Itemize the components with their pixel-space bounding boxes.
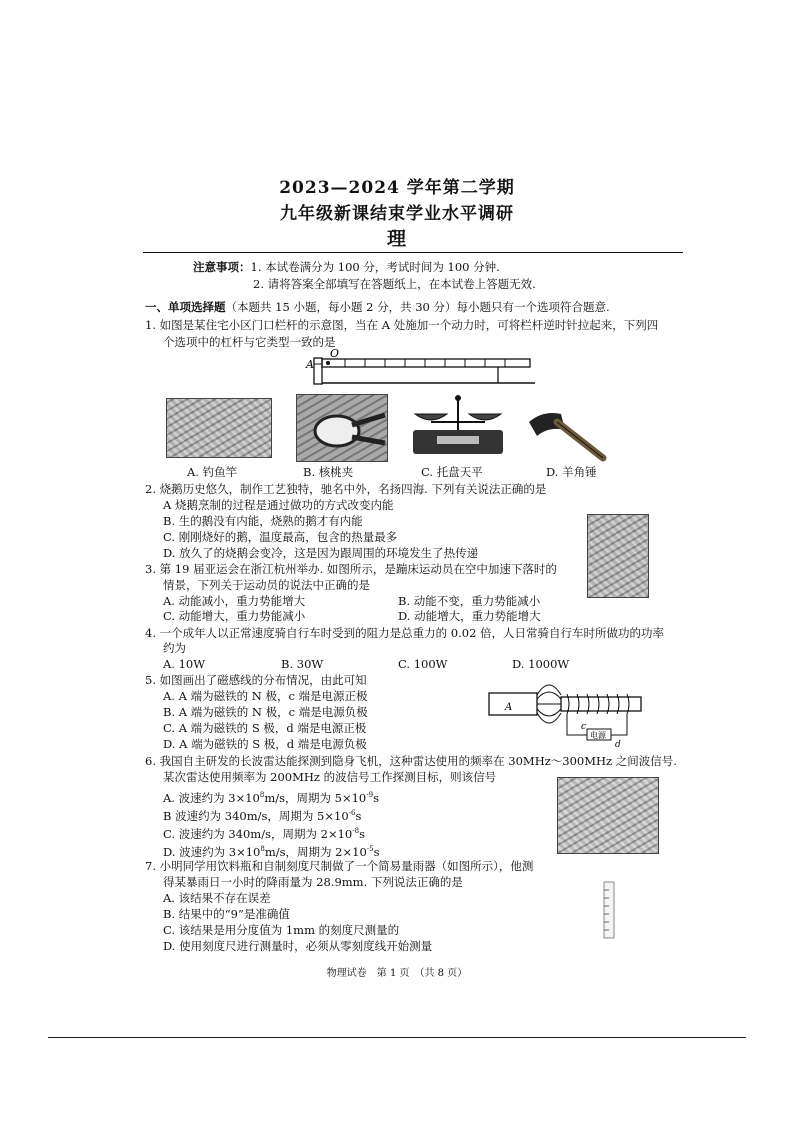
gate-barrier-figure	[300, 345, 545, 387]
q4-option-b: B. 30W	[281, 657, 324, 671]
magnetic-field-figure	[487, 677, 655, 747]
balance-scale-icon	[407, 392, 509, 458]
trampoline-athlete-photo	[587, 514, 649, 598]
q1-option-a: A. 钓鱼竿	[187, 465, 238, 479]
section-1-title: 一、单项选择题	[145, 300, 226, 314]
q3-option-d: D. 动能增大，重力势能增大	[398, 609, 541, 623]
q7-option-c: C. 该结果是用分度值为 1mm 的刻度尺测量的	[163, 923, 400, 937]
q7-option-a: A. 该结果不存在误差	[163, 891, 271, 905]
notes-item-2: 2. 请将答案全部填写在答题纸上，在本试卷上答题无效.	[253, 277, 536, 291]
nutcracker-photo	[296, 394, 388, 462]
q3-option-c: C. 动能增大，重力势能减小	[163, 609, 306, 623]
header-rule	[143, 252, 683, 253]
fig-label-a: A	[306, 358, 314, 371]
page-footer: 物理试卷 第 1 页 （共 8 页）	[326, 968, 468, 979]
notes-label: 注意事项：	[193, 260, 251, 274]
q4-option-d: D. 1000W	[512, 657, 570, 671]
fig-magnet-a: A	[505, 702, 513, 713]
q6-stem-line-2: 某次雷达使用频率为 200MHz 的波信号工作探测目标，则该信号	[163, 770, 497, 784]
q1-option-b: B. 核桃夹	[303, 465, 354, 479]
bottom-rule	[48, 1037, 746, 1038]
q2-option-b: B. 生的鹅没有内能，烧熟的鹅才有内能	[163, 514, 363, 528]
q2-stem: 2. 烧鹅历史悠久，制作工艺独特，驰名中外，名扬四海. 下列有关说法正确的是	[145, 482, 547, 496]
q1-stem-line-2: 个选项中的杠杆与它类型一致的是	[163, 335, 336, 349]
q1-option-c: C. 托盘天平	[421, 465, 483, 479]
section-1-desc: （本题共 15 小题，每小题 2 分，共 30 分）每小题只有一个选项符合题意.	[225, 300, 610, 314]
fishing-rod-photo	[166, 398, 272, 458]
q7-stem-line-2: 得某暴雨日一小时的降雨量为 28.9mm. 下列说法正确的是	[163, 875, 463, 889]
title-line-2: 九年级新课结束学业水平调研	[280, 204, 514, 224]
q1-stem-line-1: 1. 如图是某住宅小区门口栏杆的示意图，当在 A 处施加一个动力时，可将栏杆逆时针拉起来，下列四	[145, 318, 659, 332]
fig-terminal-c: c	[581, 722, 587, 732]
fig-label-o: O	[330, 347, 340, 360]
q6-option-d: D. 波速约为 $3\times 10^8m/s$，周期为 $2\times 10^{-5}s$	[163, 844, 380, 859]
q7-stem-line-1: 7. 小明同学用饮料瓶和自制刻度尺制做了一个简易量雨器（如图所示），他测	[145, 859, 534, 873]
q2-option-a: A 烧鹅烹制的过程是通过做功的方式改变内能	[163, 498, 394, 512]
q4-stem-line-1: 4. 一个成年人以正常速度骑自行车时受到的阻力是总重力的 0.02 倍，人日常骑自行车时所做功的功率	[145, 626, 665, 640]
q5-option-a: A. A 端为磁铁的 N 极，c 端是电源正极	[163, 689, 368, 703]
fig-power-label: 电源	[590, 731, 606, 740]
q5-stem: 5. 如图画出了磁感线的分布情况，由此可知	[145, 673, 367, 687]
q5-option-b: B. A 端为磁铁的 N 极，c 端是电源负极	[163, 705, 368, 719]
subject-title: 理	[386, 228, 407, 250]
q5-option-d: D. A 端为磁铁的 S 极，d 端是电源负极	[163, 737, 367, 751]
section-1-heading	[145, 299, 610, 316]
q3-option-b: B. 动能不变，重力势能减小	[398, 594, 541, 608]
q4-stem-line-2: 约为	[163, 641, 186, 655]
q3-stem-line-1: 3. 第 19 届亚运会在浙江杭州举办. 如图所示，是蹦床运动员在空中加速下落时的	[145, 562, 557, 576]
notes-block	[193, 259, 500, 276]
q1-option-d: D. 羊角锤	[546, 465, 597, 479]
rain-gauge-figure	[598, 880, 620, 942]
q6-option-b: B 波速约为 340m/s，周期为 $5\times 10^{-6}s$	[163, 808, 362, 823]
q2-option-d: D. 放久了的烧鹅会变冷，这是因为跟周围的环境发生了热传递	[163, 546, 479, 560]
title-line-1: 2023—2024 学年第二学期	[279, 178, 515, 198]
claw-hammer-icon	[527, 406, 607, 462]
notes-item-1: 1. 本试卷满分为 100 分，考试时间为 100 分钟.	[250, 260, 500, 274]
q3-option-a: A. 动能减小，重力势能增大	[163, 594, 306, 608]
q7-option-b: B. 结果中的“9”是准确值	[163, 907, 290, 921]
q4-option-a: A. 10W	[163, 657, 206, 671]
q6-option-c: C. 波速约为 340m/s，周期为 $2\times 10^{-8}s$	[163, 826, 365, 841]
q3-stem-line-2: 情景，下列关于运动员的说法中正确的是	[163, 578, 370, 592]
fig-terminal-d: d	[615, 740, 621, 747]
radar-photo	[557, 777, 659, 854]
q6-option-a: A. 波速约为 $3\times 10^8m/s$，周期为 $5\times 10^{-9}s$	[163, 790, 379, 805]
q7-option-d: D. 使用刻度尺进行测量时，必须从零刻度线开始测量	[163, 939, 433, 953]
q5-option-c: C. A 端为磁铁的 S 极，d 端是电源正极	[163, 721, 367, 735]
q4-option-c: C. 100W	[398, 657, 448, 671]
q2-option-c: C. 刚刚烧好的鹅，温度最高，包含的热量最多	[163, 530, 398, 544]
q6-stem-line-1: 6. 我国自主研发的长波雷达能探测到隐身飞机，这种雷达使用的频率在 30MHz～300MHz 之间波信号.	[145, 754, 677, 768]
